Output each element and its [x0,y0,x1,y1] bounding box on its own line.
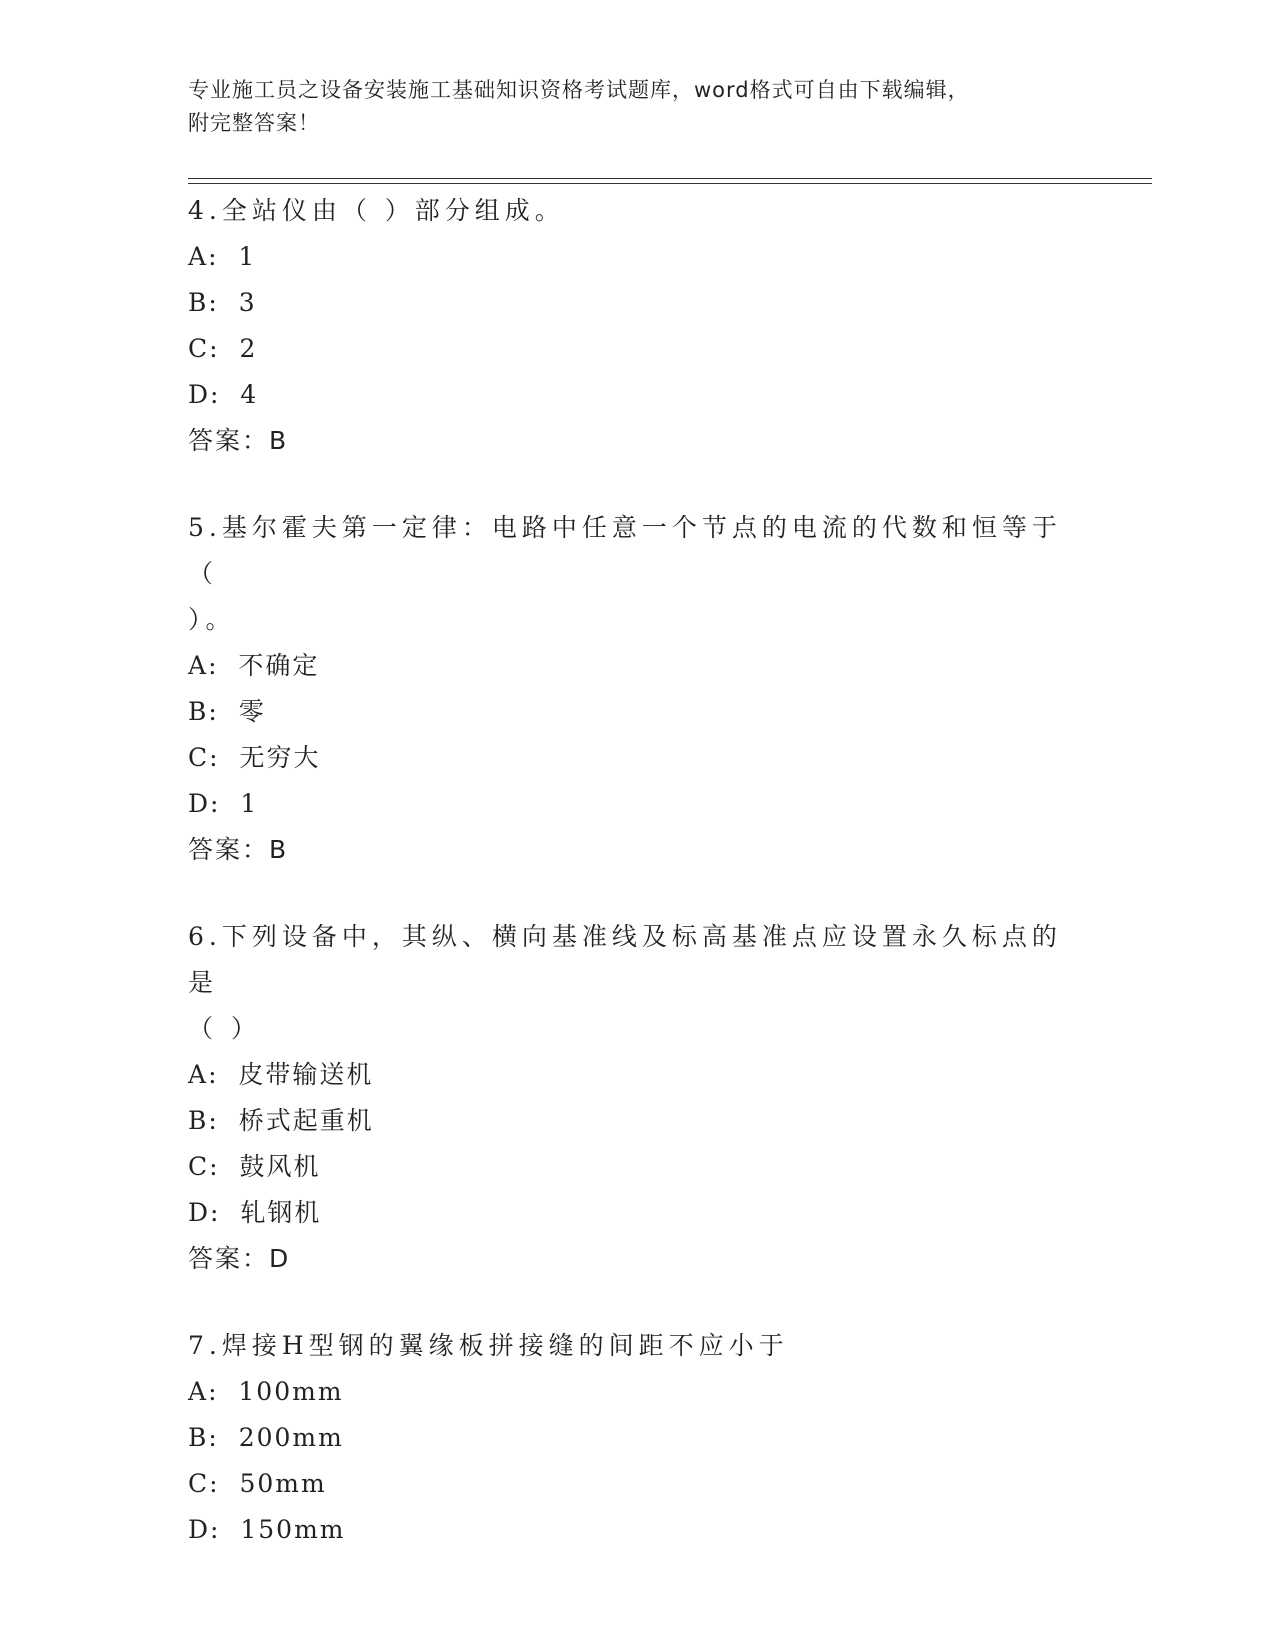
question-list [188,188,1088,1553]
answer-option [188,781,1088,827]
answer-line [188,418,1088,464]
answer-value: B [269,426,289,455]
answer-option [188,234,1088,280]
option-separator: : [210,380,241,409]
question-stem-line: 6.下列设备中，其纵、横向基准线及标高基准点应设置永久标点的是 [188,922,1062,997]
answer-value: D [269,1244,291,1273]
option-label: D [188,380,211,409]
option-label: A [188,651,209,680]
answer-label: 答案： [188,426,270,455]
option-label: C [188,1469,210,1498]
option-separator: : [208,288,239,317]
answer-line [188,827,1088,873]
question-block [188,914,1088,1282]
answer-option [188,1507,1088,1553]
option-label: D [188,1198,211,1227]
answer-line [188,1236,1088,1282]
option-separator: : [208,1377,239,1406]
header-divider-top [188,178,1152,179]
question-stem-line: （ ） [188,1014,261,1043]
option-label: C [188,743,210,772]
option-label: B [188,1423,209,1452]
answer-option [188,1461,1088,1507]
option-separator: : [209,743,240,772]
answer-option [188,1144,1088,1190]
option-separator: : [209,1469,240,1498]
option-text: 2 [239,334,258,363]
answer-option [188,1369,1088,1415]
answer-option [188,1190,1088,1236]
question-stem-line: 4.全站仪由（ ）部分组成。 [188,196,565,225]
answer-option [188,1052,1088,1098]
answer-label: 答案： [188,835,270,864]
option-label: D [188,1515,211,1544]
question-spacer [188,1282,1088,1323]
option-label: B [188,1106,209,1135]
answer-option [188,643,1088,689]
option-text: 100mm [238,1377,344,1406]
question-stem-line: ）。 [188,605,236,634]
option-separator: : [209,334,240,363]
answer-option [188,372,1088,418]
option-text: 4 [240,380,259,409]
question-block [188,1323,1088,1553]
option-text: 鼓风机 [239,1152,321,1181]
option-text: 桥式起重机 [238,1106,374,1135]
answer-option [188,735,1088,781]
option-label: C [188,334,210,363]
option-label: A [188,242,209,271]
option-label: A [188,1377,209,1406]
option-text: 150mm [240,1515,346,1544]
answer-option [188,1415,1088,1461]
question-block [188,505,1088,873]
answer-option [188,689,1088,735]
option-separator: : [210,789,241,818]
option-label: C [188,1152,210,1181]
option-text: 1 [238,242,257,271]
option-text: 50mm [239,1469,327,1498]
header-line-1: 专业施工员之设备安装施工基础知识资格考试题库，word格式可自由下载编辑， [188,78,970,102]
option-text: 不确定 [238,651,320,680]
option-separator: : [208,242,239,271]
question-block [188,188,1088,464]
option-text: 皮带输送机 [238,1060,374,1089]
option-text: 200mm [238,1423,344,1452]
question-stem-line: 7.焊接H型钢的翼缘板拼接缝的间距不应小于 [188,1331,789,1360]
header-line-2: 附完整答案！ [188,111,320,135]
answer-option [188,326,1088,372]
option-label: A [188,1060,209,1089]
option-text: 轧钢机 [240,1198,322,1227]
header-divider-bottom [188,183,1152,184]
option-separator: : [210,1515,241,1544]
option-text: 3 [238,288,257,317]
question-stem-line: 5.基尔霍夫第一定律：电路中任意一个节点的电流的代数和恒等于（ [188,513,1062,588]
answer-option [188,280,1088,326]
option-separator: : [208,697,239,726]
option-separator: : [208,1423,239,1452]
question-spacer [188,873,1088,914]
option-text: 零 [238,697,266,726]
option-text: 无穷大 [239,743,321,772]
answer-label: 答案： [188,1244,270,1273]
option-separator: : [208,1106,239,1135]
option-label: D [188,789,211,818]
option-label: B [188,288,209,317]
option-separator: : [208,1060,239,1089]
answer-value: B [269,835,289,864]
option-label: B [188,697,209,726]
option-separator: : [208,651,239,680]
option-text: 1 [240,789,259,818]
answer-option [188,1098,1088,1144]
option-separator: : [209,1152,240,1181]
question-spacer [188,464,1088,505]
document-header [188,74,1088,140]
option-separator: : [210,1198,241,1227]
